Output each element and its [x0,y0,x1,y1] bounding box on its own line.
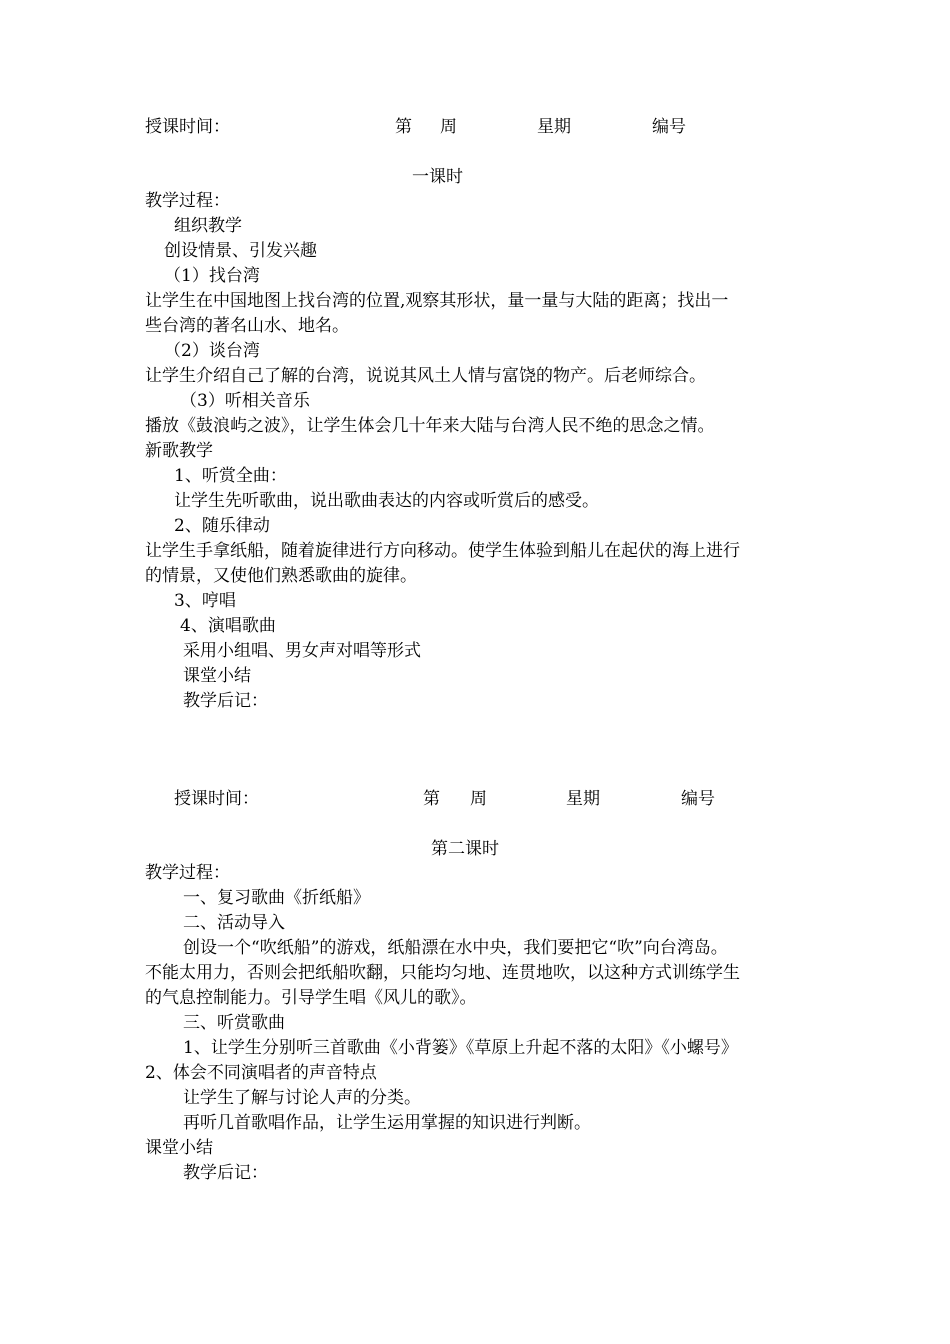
body-line: 教学过程： [145,191,230,211]
body-line: 不能太用力，否则会把纸船吹翻，只能均匀地、连贯地吹，以这种方式训练学生 [145,963,740,983]
number-label: 编号 [652,117,686,137]
body-line: 采用小组唱、男女声对唱等形式 [183,641,421,661]
body-line: 1、听赏全曲： [174,466,287,486]
body-line: （3）听相关音乐 [180,391,310,411]
body-line: 让学生在中国地图上找台湾的位置,观察其形状，量一量与大陆的距离；找出一 [145,291,729,311]
body-line: 教学后记： [183,1163,268,1183]
body-line: 让学生介绍自己了解的台湾，说说其风土人情与富饶的物产。后老师综合。 [145,366,706,386]
section-title: 一课时 [412,167,463,187]
weekday-label: 星期 [566,789,600,809]
body-line: 让学生手拿纸船，随着旋律进行方向移动。使学生体验到船儿在起伏的海上进行 [145,541,740,561]
section-title: 第二课时 [431,839,499,859]
body-line: 创设情景、引发兴趣 [164,241,317,261]
week-prefix-label: 第 [423,789,440,809]
body-line: 教学后记： [183,691,268,711]
body-line: （2）谈台湾 [164,341,260,361]
body-line: 4、演唱歌曲 [180,616,276,636]
body-line: 播放《鼓浪屿之波》，让学生体会几十年来大陆与台湾人民不绝的思念之情。 [145,416,715,436]
body-line: 些台湾的著名山水、地名。 [145,316,349,336]
body-line: 3、哼唱 [174,591,236,611]
lesson-time-label: 授课时间： [174,789,259,809]
body-line: 让学生了解与讨论人声的分类。 [183,1088,421,1108]
week-prefix-label: 第 [395,117,412,137]
weekday-label: 星期 [537,117,571,137]
body-line: 的情景，又使他们熟悉歌曲的旋律。 [145,566,417,586]
body-line: 2、随乐律动 [174,516,270,536]
body-line: 一、复习歌曲《折纸船》 [183,888,370,908]
body-line: 教学过程： [145,863,230,883]
body-line: 课堂小结 [183,666,251,686]
week-suffix-label: 周 [440,117,457,137]
body-line: 二、活动导入 [183,913,285,933]
body-line: 新歌教学 [145,441,213,461]
body-line: 1、让学生分别听三首歌曲《小背篓》《草原上升起不落的太阳》《小螺号》 [183,1038,738,1058]
body-line: 组织教学 [174,216,242,236]
lesson-time-label: 授课时间： [145,117,230,137]
number-label: 编号 [681,789,715,809]
body-line: 创设一个“吹纸船”的游戏，纸船漂在水中央，我们要把它“吹”向台湾岛。 [183,938,728,958]
body-line: 再听几首歌唱作品，让学生运用掌握的知识进行判断。 [183,1113,591,1133]
body-line: 三、听赏歌曲 [183,1013,285,1033]
body-line: （1）找台湾 [164,266,260,286]
week-suffix-label: 周 [470,789,487,809]
body-line: 的气息控制能力。引导学生唱《风儿的歌》。 [145,988,477,1008]
body-line: 让学生先听歌曲，说出歌曲表达的内容或听赏后的感受。 [174,491,599,511]
body-line: 课堂小结 [145,1138,213,1158]
body-line: 2、体会不同演唱者的声音特点 [145,1063,377,1083]
